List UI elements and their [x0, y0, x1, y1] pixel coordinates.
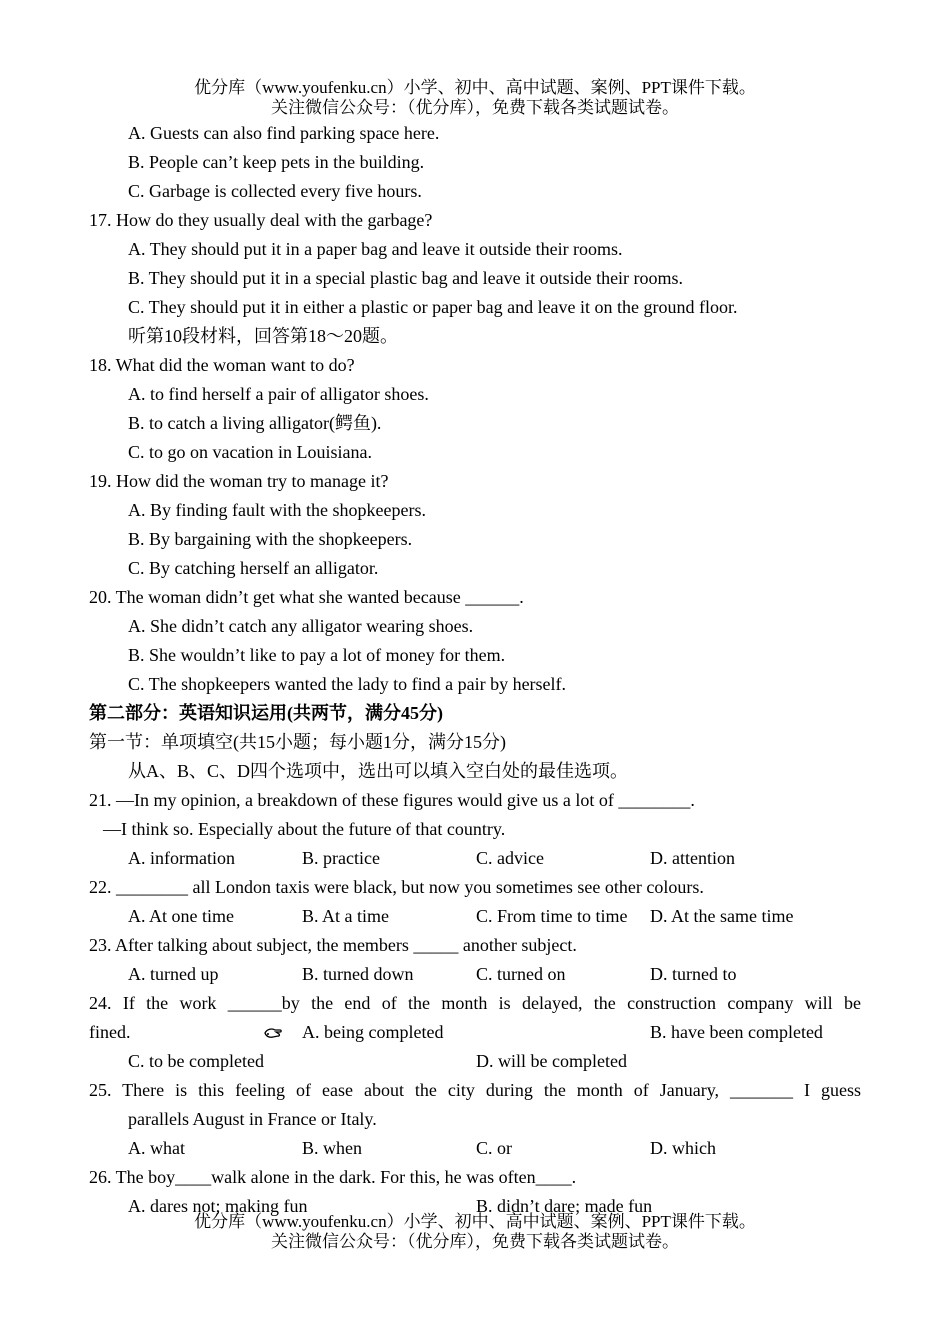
q17-option-c: C. They should put it in either a plastic or paper bag and leave it on the ground floor. — [128, 297, 738, 317]
q22-option-c: C. From time to time — [476, 906, 628, 926]
q25-stem: 25. There is this feeling of ease about the city during the month of January, _______ I guess — [89, 1080, 861, 1100]
q17-option-b: B. They should put it in a special plastic bag and leave it outside their rooms. — [128, 268, 684, 288]
q22-option-d: D. At the same time — [650, 906, 794, 926]
q25-option-c: C. or — [476, 1138, 512, 1158]
q22-option-a: A. At one time — [128, 906, 234, 926]
q23-stem: 23. After talking about subject, the members _____ another subject. — [89, 935, 577, 955]
q17-stem: 17. How do they usually deal with the garbage? — [89, 210, 433, 230]
section1-instruction: 从A、B、C、D四个选项中，选出可以填入空白处的最佳选项。 — [128, 761, 629, 781]
page-header — [0, 78, 950, 118]
q23-option-a: A. turned up — [128, 964, 219, 984]
q20-option-c: C. The shopkeepers wanted the lady to find a pair by herself. — [128, 674, 567, 694]
q23-option-c: C. turned on — [476, 964, 566, 984]
q24-option-a: A. being completed — [302, 1022, 444, 1042]
q20-option-b: B. She wouldn’t like to pay a lot of money for them. — [128, 645, 506, 665]
page-footer — [0, 1212, 950, 1252]
q16-option-c: C. Garbage is collected every five hours. — [128, 181, 422, 201]
q25-option-d: D. which — [650, 1138, 716, 1158]
section1-title: 第一节：单项填空(共15小题；每小题1分，满分15分) — [89, 732, 506, 752]
q24-option-c: C. to be completed — [128, 1051, 264, 1071]
q26-option-a: A. dares not; making fun — [128, 1196, 308, 1216]
q18-option-a: A. to find herself a pair of alligator shoes. — [128, 384, 429, 404]
q26-stem: 26. The boy____walk alone in the dark. For this, he was often____. — [89, 1167, 577, 1187]
q18-option-b: B. to catch a living alligator(鳄鱼). — [128, 413, 382, 433]
header-line-1: 优分库（www.youfenku.cn）小学、初中、高中试题、案例、PPT课件下载。 — [194, 78, 756, 97]
q25-option-b: B. when — [302, 1138, 362, 1158]
q26-option-b: B. didn’t dare; made fun — [476, 1196, 653, 1216]
q24-option-d: D. will be completed — [476, 1051, 627, 1071]
q21-option-a: A. information — [128, 848, 235, 868]
q19-option-c: C. By catching herself an alligator. — [128, 558, 379, 578]
q21-stem: 21. —In my opinion, a breakdown of these figures would give us a lot of ________. — [89, 790, 695, 810]
q23-option-d: D. turned to — [650, 964, 737, 984]
q19-option-a: A. By finding fault with the shopkeepers. — [128, 500, 426, 520]
q22-stem: 22. ________ all London taxis were black, but now you sometimes see other colours. — [89, 877, 704, 897]
q17-option-a: A. They should put it in a paper bag and leave it outside their rooms. — [128, 239, 623, 259]
q21-options — [89, 844, 861, 873]
q19-option-b: B. By bargaining with the shopkeepers. — [128, 529, 413, 549]
q25-option-a: A. what — [128, 1138, 185, 1158]
q24-options-row2 — [89, 1047, 861, 1076]
q18-option-c: C. to go on vacation in Louisiana. — [128, 442, 372, 462]
q21-option-b: B. practice — [302, 848, 380, 868]
footer-line-1: 优分库（www.youfenku.cn）小学、初中、高中试题、案例、PPT课件下载。 — [194, 1212, 756, 1231]
q25-options — [89, 1134, 861, 1163]
part2-title: 第二部分：英语知识运用(共两节，满分45分) — [89, 703, 443, 723]
q24-stem-end-and-options — [89, 1018, 861, 1047]
q23-option-b: B. turned down — [302, 964, 414, 984]
q22-option-b: B. At a time — [302, 906, 389, 926]
q23-options — [89, 960, 861, 989]
q24-stem-end: fined. — [89, 1022, 131, 1042]
q24-stem: 24. If the work ______by the end of the month is delayed, the construction company will be — [89, 993, 861, 1013]
footer-line-2: 关注微信公众号：（优分库），免费下载各类试题试卷。 — [271, 1232, 679, 1251]
q21-option-d: D. attention — [650, 848, 735, 868]
section10-instruction: 听第10段材料，回答第18～20题。 — [128, 326, 398, 346]
q20-stem: 20. The woman didn’t get what she wanted because ______. — [89, 587, 524, 607]
q16-option-a: A. Guests can also find parking space here. — [128, 123, 440, 143]
q25-stem-continued: parallels August in France or Italy. — [128, 1109, 377, 1129]
q20-option-a: A. She didn’t catch any alligator wearing shoes. — [128, 616, 474, 636]
q18-stem: 18. What did the woman want to do? — [89, 355, 355, 375]
q24-option-b: B. have been completed — [650, 1022, 823, 1042]
header-line-2: 关注微信公众号：（优分库），免费下载各类试题试卷。 — [271, 98, 679, 117]
q22-options — [89, 902, 861, 931]
q19-stem: 19. How did the woman try to manage it? — [89, 471, 389, 491]
q21-stem-reply: —I think so. Especially about the future of that country. — [103, 819, 506, 839]
exam-content — [89, 119, 861, 1221]
q16-option-b: B. People can’t keep pets in the building. — [128, 152, 425, 172]
q21-option-c: C. advice — [476, 848, 544, 868]
